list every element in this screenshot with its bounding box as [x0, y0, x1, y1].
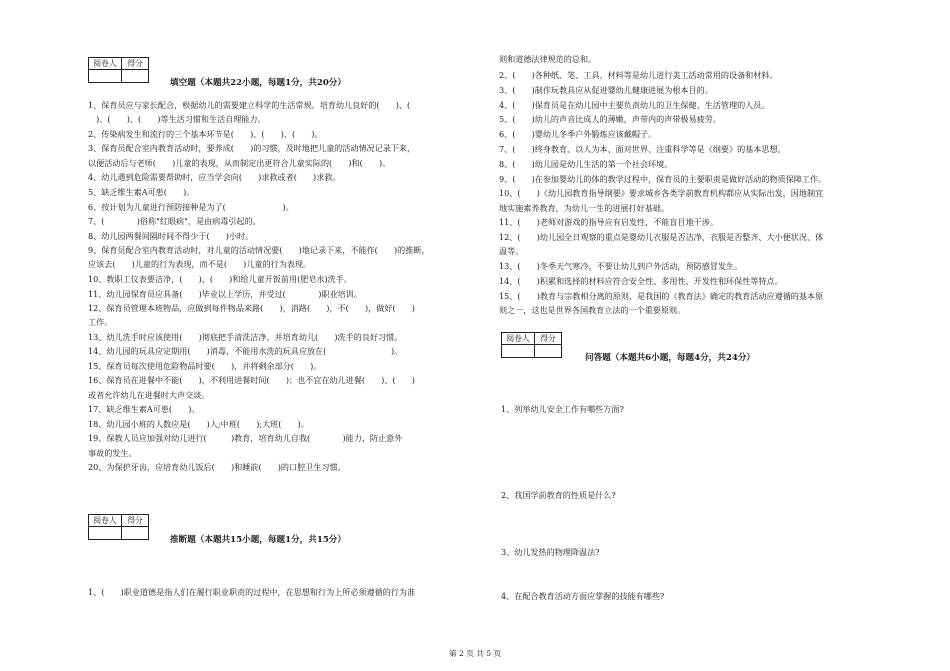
section-title-judgement: 推断题（本题共15小题，每题1分，共15分） [170, 535, 346, 545]
judgement-line: 5、( )幼儿的声音比成人的薄嫩，声带内的声带极易疲劳。 [499, 114, 721, 124]
judgement-line: 14、( )积累和选择的材料应符合安全性、多用性、开发性和环保性等特点。 [499, 276, 783, 286]
judgement-line: 10、( )《幼儿园教育指导纲要》要求城乡各类学前教育机构都应从实际出发，因地制宜 [499, 188, 824, 198]
judgement-line: 11、( )老师对游戏的指导应有启发性，不能盲目地干涉。 [499, 217, 718, 227]
fill-blank-line: 3、保育员配合室内教育活动时，要养成( )的习惯，及时地把儿童的活动情况记录下来， [88, 143, 416, 153]
grader-score-label: 得分 [122, 515, 149, 527]
section-title-qa: 问答题（本题共6小题，每题4分，共24分） [585, 353, 756, 363]
grader-reviewer-label: 阅卷人 [89, 515, 122, 527]
judgement-line: 8、( )幼儿园是幼儿生活的第一个社会环境。 [499, 159, 673, 169]
grader-score-label: 得分 [122, 58, 149, 70]
fill-blank-line: 19、保教人员应加强对幼儿进行( )教育，培育幼儿自我( )能力，防止意外 [88, 433, 403, 443]
judgement-line: 则和道德法律规范的总和。 [499, 54, 597, 64]
fill-blank-line: 15、保育员每次使用危险物品时要( )，并将剩余部分( )。 [88, 361, 322, 371]
fill-blank-line: 应该去( )儿童的行为表现，而不是( )儿童的行为表现。 [88, 259, 312, 269]
qa-question: 4、在配合教育活动方面应掌握的技能有哪些? [501, 591, 665, 601]
judgement-line: 6、( )婴幼儿冬季户外锻炼应该戴帽子。 [499, 129, 657, 139]
grader-box-3 [501, 332, 562, 358]
fill-blank-line: 事故的发生。 [88, 448, 137, 458]
fill-blank-line: 17、缺乏维生素A可患( )。 [88, 404, 200, 414]
judgement-line: 7、( )终身教育、以人为本、面对世界、注重科学等是《纲要》的基本思想。 [499, 144, 786, 154]
qa-question: 2、我国学前教育的性质是什么? [501, 490, 616, 500]
qa-question: 1、列举幼儿安全工作有哪些方面? [501, 404, 624, 414]
judgement-line: 15、( )教育与宗教相分离的原则，是我国的《教育法》确定的教育活动应遵循的基本原 [499, 291, 824, 301]
fill-blank-line: 1、保育员应与家长配合，根据幼儿的需要建立科学的生活常规。培育幼儿良好的( )、( [88, 100, 411, 110]
section-title-fill-blank: 填空题（本题共22小题，每题1分，共20分） [170, 78, 346, 88]
judgement-line: 13、( )冬季天气寒冷，不要让幼儿到户外活动，预防感冒发生。 [499, 261, 743, 271]
fill-blank-line: 6、按计划为儿童进行预防接种是为了( )。 [88, 202, 294, 212]
fill-blank-line: 工作。 [88, 317, 113, 327]
judgement-line: 则之一，这也是世界各国教育立法的一个重要原则。 [499, 305, 686, 315]
fill-blank-line: 以便活动后与老师( )儿童的表现，从而制定出更符合儿童实际的( )和( )。 [88, 158, 391, 168]
fill-blank-line: )、( )、( )等生活习惯和生活自理能力。 [88, 114, 266, 124]
grader-box-1 [88, 57, 149, 83]
fill-blank-line: 14、幼儿园的玩具应定期用( )消毒，不能用水洗的玩具应放在( )。 [88, 346, 403, 356]
fill-blank-line: 5、缺乏维生素A可患( )。 [88, 187, 195, 197]
fill-blank-line: 2、传染病发生和流行的三个基本环节是( )、( )、( )。 [88, 129, 323, 139]
judgement-line: 4、( )保育员是在幼儿园中主要负责幼儿的卫生保健、生活管理的人员。 [499, 100, 770, 110]
judgement-line: 2、( )各种纸、笔、工具、材料等是幼儿进行美工活动常用的设备和材料。 [499, 70, 778, 80]
fill-blank-line: 16、保育员在进餐中不能( )，不利用进餐时间( )；也不宜在幼儿进餐( )、( ) [88, 375, 415, 385]
fill-blank-line: 12、保育员管理本班物品，应做到每件物品来路( )，消路( )，不( )，做好( ) [88, 303, 415, 313]
judgement-line: 温等。 [499, 246, 524, 256]
qa-question: 3、幼儿发热的物理降温法? [501, 547, 600, 557]
fill-blank-line: 18、幼儿园小班的人数应是( )人;中班( );大班( )。 [88, 419, 309, 429]
grader-reviewer-label: 阅卷人 [89, 58, 122, 70]
fill-blank-line: 7、( )俗称"红眼病"，是由病毒引起的。 [88, 216, 261, 226]
judgement-line: 3、( )制作玩教具应从促进婴幼儿健康进展为根本目的。 [499, 85, 713, 95]
grader-score-label: 得分 [535, 333, 562, 345]
fill-blank-line: 8、幼儿园两餐间隔时间不得少于( )小时。 [88, 231, 254, 241]
fill-blank-line: 10、教职工仪表要洁净，( )、( )和给儿童开饭前用(肥皂水)洗手。 [88, 274, 352, 284]
page-number: 第 2 页 共 5 页 [448, 649, 502, 658]
fill-blank-line: 20、为保护牙齿，应培育幼儿饭后( )和睡前( )的口腔卫生习惯。 [88, 462, 346, 472]
fill-blank-line: 4、幼儿遇到危险需要帮助时，应当学会向( )求救或者( )求救。 [88, 172, 341, 182]
judgement-line: 12、( )幼儿园全日观察的重点是婴幼儿衣服是否洁净、衣服是否整齐、大小便状况、体 [499, 232, 824, 242]
judgement-line: 9、( )在参加婴幼儿的体的教学过程中，保育员的主要职责是做好活动的物质保障工作。 [499, 174, 827, 184]
fill-blank-line: 11、幼儿园保育员应具备( )毕业以上学历，并受过( )职业培训。 [88, 289, 362, 299]
fill-blank-line: 9、保育员配合室内教育活动时，对儿童的活动情况要( )地记录下来，不能作( )的推断， [88, 245, 430, 255]
grader-box-2 [88, 514, 149, 540]
judgement-line: 地实施素养教育，为幼儿一生的进展打好基础。 [499, 203, 669, 213]
judgement-line: 1、( )职业道德是指人们在履行职业职责的过程中，在思想和行为上所必须遵循的行为准 [88, 587, 416, 597]
grader-reviewer-label: 阅卷人 [502, 333, 535, 345]
fill-blank-line: 13、幼儿洗手时应该使用( )彻底把手清洗洁净，并培育幼儿( )洗手的良好习惯。 [88, 332, 403, 342]
fill-blank-line: 或者允许幼儿在进餐时大声交谈。 [88, 390, 210, 400]
